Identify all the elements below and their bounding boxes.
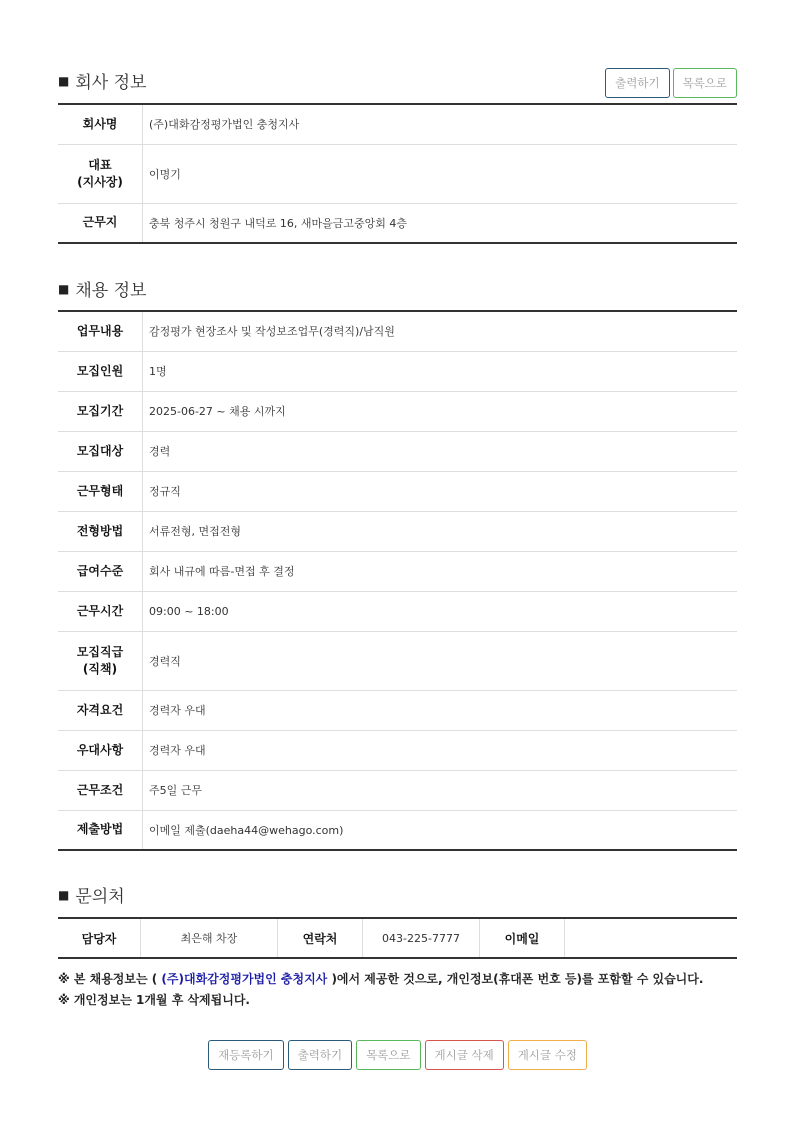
table-row <box>58 311 737 351</box>
table-row <box>58 144 737 203</box>
table-row <box>58 591 737 631</box>
job-description-value: 감정평가 현장조사 및 작성보조업무(경력직)/남직원 <box>143 311 738 351</box>
job-description-label <box>58 311 143 351</box>
list-button-bottom[interactable]: 목록으로 <box>356 1040 420 1070</box>
table-row <box>58 631 737 690</box>
contact-section-title: ■ 문의처 <box>58 887 125 907</box>
privacy-notice <box>58 969 737 1011</box>
qualification-label <box>58 690 143 730</box>
recruit-count-label <box>58 351 143 391</box>
job-description-label-text: 업무내용 <box>76 323 124 338</box>
position-rank-value: 경력직 <box>143 631 738 690</box>
hiring-section-title: ■ 채용 정보 <box>58 281 147 301</box>
table-row <box>58 511 737 551</box>
square-bullet-icon: ■ <box>58 281 70 296</box>
salary-level-label-text: 급여수준 <box>76 563 124 578</box>
employment-type-value: 정규직 <box>143 471 738 511</box>
recruit-period-label-text: 모집기간 <box>76 403 124 418</box>
table-row <box>58 810 737 850</box>
table-row <box>58 431 737 471</box>
preferred-value: 경력자 우대 <box>143 730 738 770</box>
selection-method-label-text: 전형방법 <box>76 523 124 538</box>
table-row <box>58 551 737 591</box>
hiring-table-body <box>58 311 737 850</box>
qualification-value: 경력자 우대 <box>143 690 738 730</box>
manager-label: 담당자 <box>58 918 141 958</box>
work-hours-value: 09:00 ~ 18:00 <box>143 591 738 631</box>
submission-method-value: 이메일 제출(daeha44@wehago.com) <box>149 823 344 837</box>
work-hours-label <box>58 591 143 631</box>
top-button-group <box>605 68 737 98</box>
phone-value: 043-225-7777 <box>363 918 480 958</box>
salary-level-value: 회사 내규에 따름-면접 후 결정 <box>143 551 738 591</box>
table-row <box>58 918 737 958</box>
contact-table <box>58 917 737 959</box>
notice-company-name: (주)대화감정평가법인 충청지사 <box>161 972 328 986</box>
work-hours-label-text: 근무시간 <box>76 603 124 618</box>
notice-line-2: ※ 개인정보는 1개월 후 삭제됩니다. <box>58 993 250 1007</box>
phone-label: 연락처 <box>278 918 363 958</box>
table-row <box>58 471 737 511</box>
table-row <box>58 690 737 730</box>
bottom-button-group <box>58 1040 737 1070</box>
employment-type-label <box>58 471 143 511</box>
hiring-info-table <box>58 310 737 851</box>
table-row <box>58 730 737 770</box>
edit-post-button[interactable]: 게시글 수정 <box>508 1040 587 1070</box>
email-label: 이메일 <box>480 918 565 958</box>
employment-type-label-text: 근무형태 <box>76 483 124 498</box>
representative-label-text: 대표 (지사장) <box>77 157 123 189</box>
manager-value: 최은해 차장 <box>141 918 278 958</box>
company-info-table <box>58 103 737 244</box>
qualification-label-text: 자격요건 <box>76 702 124 717</box>
representative-value: 이명기 <box>143 144 738 203</box>
recruit-period-label <box>58 391 143 431</box>
workplace-value: 충북 청주시 청원구 내덕로 16, 새마을금고중앙회 4층 <box>149 216 407 230</box>
position-rank-label <box>58 631 143 690</box>
preferred-label-text: 우대사항 <box>76 742 124 757</box>
table-row <box>58 351 737 391</box>
table-row <box>58 770 737 810</box>
selection-method-label <box>58 511 143 551</box>
square-bullet-icon: ■ <box>58 887 70 902</box>
print-button[interactable]: 출력하기 <box>605 68 669 98</box>
work-conditions-value: 주5일 근무 <box>143 770 738 810</box>
table-row <box>58 104 737 144</box>
representative-label <box>58 144 143 203</box>
recruit-target-value: 경력 <box>143 431 738 471</box>
company-section-title: ■ 회사 정보 <box>58 73 147 93</box>
submission-method-label-text: 제출방법 <box>76 822 124 837</box>
notice-line-1: ※ 본 채용정보는 ( (주)대화감정평가법인 충청지사 )에서 제공한 것으로, 개인정보(휴대폰 번호 등)를 포함할 수 있습니다. <box>58 972 704 986</box>
list-button[interactable]: 목록으로 <box>673 68 737 98</box>
recruit-target-label-text: 모집대상 <box>76 443 124 458</box>
recruit-period-value: 2025-06-27 ~ 채용 시까지 <box>143 391 738 431</box>
table-row <box>58 203 737 243</box>
square-bullet-icon: ■ <box>58 73 70 88</box>
position-rank-label-text: 모집직급 (직책) <box>76 644 124 676</box>
selection-method-value: 서류전형, 면접전형 <box>143 511 738 551</box>
print-button-bottom[interactable]: 출력하기 <box>288 1040 352 1070</box>
reregister-button[interactable]: 재등록하기 <box>208 1040 284 1070</box>
delete-post-button[interactable]: 게시글 삭제 <box>425 1040 504 1070</box>
company-name-label: 회사명 <box>58 104 143 144</box>
workplace-label: 근무지 <box>58 203 143 243</box>
email-value <box>565 918 738 958</box>
work-conditions-label <box>58 770 143 810</box>
recruit-target-label <box>58 431 143 471</box>
preferred-label <box>58 730 143 770</box>
recruit-count-label-text: 모집인원 <box>76 363 124 378</box>
company-name-value: (주)대화감정평가법인 충청지사 <box>143 104 738 144</box>
recruit-count-value: 1명 <box>143 351 738 391</box>
salary-level-label <box>58 551 143 591</box>
work-conditions-label-text: 근무조건 <box>76 782 124 797</box>
submission-method-label <box>58 810 143 850</box>
table-row <box>58 391 737 431</box>
